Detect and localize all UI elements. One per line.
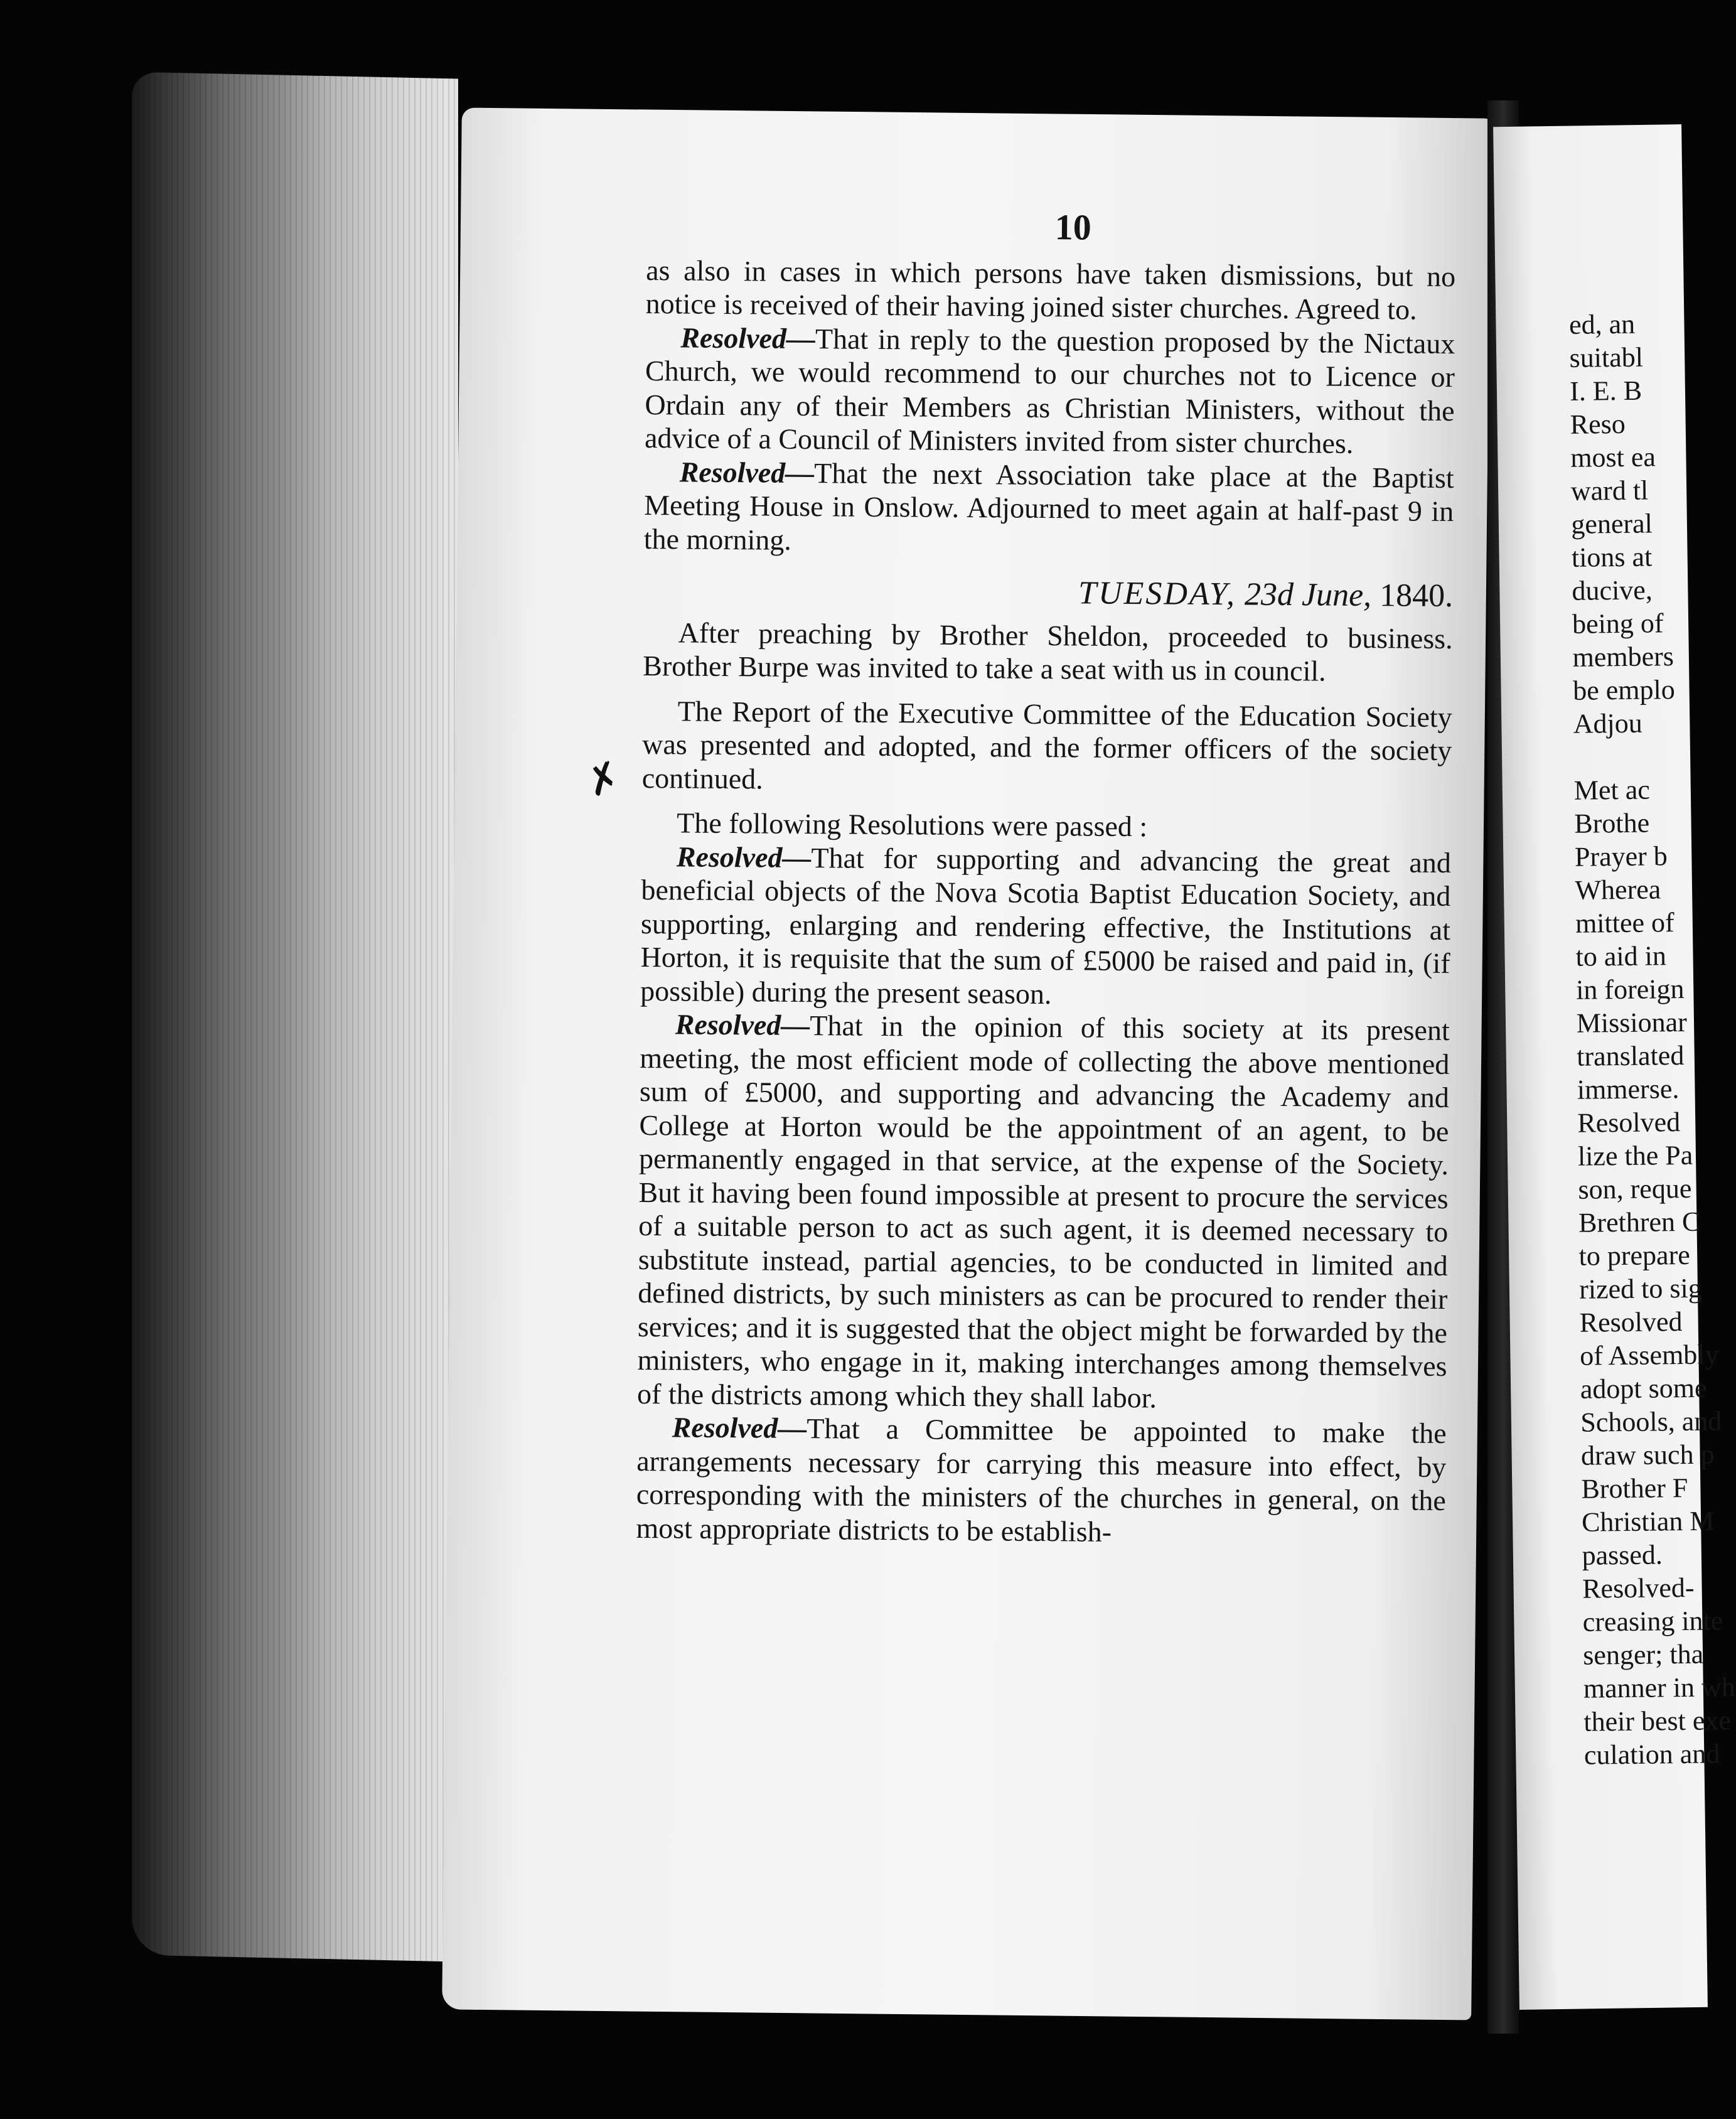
right-page-line: of Assembly [1580,1339,1719,1371]
paragraph-report: The Report of the Executive Committee of the Education Society was presented and adopted, and the former officers of the society continued. [641,694,1452,795]
page-number: 10 [1054,207,1092,248]
resolved-label: Resolved— [676,840,812,874]
right-page-line [1573,739,1668,774]
right-page-line: creasing inte [1582,1605,1723,1638]
right-page-text-fragment [1568,307,1736,1771]
right-page-line: Brethren C [1578,1206,1701,1238]
right-page-line: Prayer b [1574,840,1668,872]
right-page-line: ward tl [1570,475,1649,507]
right-page-line: senger; tha [1583,1638,1704,1671]
right-page-line: passed. [1582,1539,1663,1571]
right-page-line: to aid in [1575,940,1667,972]
resolution-agent [637,1007,1450,1417]
right-page-line: be emplo [1572,674,1675,706]
left-page-text [636,207,1456,1551]
heading-year: 1840. [1379,577,1454,614]
right-page-line: Missionar [1576,1006,1687,1039]
margin-cross-mark: ✗ [579,752,628,807]
resolved-label: Resolved— [672,1411,807,1445]
resolution-nictaux [645,320,1455,461]
paragraph-preaching: After preaching by Brother Sheldon, proceeded to business. Brother Burpe was invited to take a seat with us in council. [643,616,1453,687]
right-page-line: I. E. B [1569,375,1642,407]
right-page-line: being of [1572,608,1664,640]
right-page-line: ducive, [1572,574,1653,606]
resolution-five-thousand-pounds [640,839,1451,1014]
resolution-text: That for supporting and advancing the great and beneficial objects of the Nova Scotia Baptist Education Society, and supporting, enlarging and rendering effective, the Institutions at Horton, it is requisite that the sum of £5000 be raised and paid in, (if possible) during the present season. [640,841,1452,1010]
right-page-line: draw such p [1580,1439,1715,1471]
right-page-line: Schools, and [1580,1405,1722,1438]
resolved-label: Resolved— [679,455,815,489]
right-page-line: suitabl [1569,341,1644,373]
resolution-text: That in the opinion of this society at its present meeting, the most efficient mode of collecting the above mentioned sum of £5000, and supporting and advancing the Academy and College at Horton would be the appointment of an agent, to be permanently engaged in that service, at the expense of the Society. But it having been found impossible at present to procure the services of a suitable person to act as such agent, it is deemed necessary to substitute instead, partial agencies, to be conducted in limited and defined districts, by such ministers as can be procured to render their services; and it is suggested that the object might be forwarded by the ministers, who engage in it, making interchanges among themselves of the districts among which they shall labor. [636,1009,1450,1414]
right-page-line: Brothe [1574,807,1650,839]
right-page-line: to prepare [1578,1239,1690,1272]
right-page-line: tions at [1571,541,1653,573]
right-page-line: Resolved [1577,1107,1681,1139]
right-page-line: Resolved- [1582,1572,1695,1604]
resolved-label: Resolved— [680,321,816,355]
right-page-line: their best exe [1583,1705,1732,1737]
right-page-line: Christian M [1581,1505,1715,1538]
right-page-line: culation and [1583,1738,1720,1771]
resolution-text: That in reply to the question proposed by the Nictaux Church, we would recommend to our churches not to Licence or Ordain any of their Members as Christian Ministers, without the advice of a Council of Ministers invited from sister churches. [644,322,1455,459]
book-page-edges [132,72,458,1962]
paragraph-following-resolutions: The following Resolutions were passed : [677,807,1148,843]
right-page-line: adopt some [1580,1372,1707,1405]
right-page-line: immerse. [1577,1073,1680,1105]
right-page-line: in foreign [1575,973,1685,1006]
right-page-line: manner in wh [1583,1671,1736,1704]
right-page-line: Wherea [1575,874,1661,906]
resolution-text: That the next Association take place at the Baptist Meeting House in Onslow. Adjourned to meet again at half-past 9 in the morning. [643,456,1454,556]
right-page-line: Brother F [1581,1472,1688,1505]
right-page-line: lize the Pa [1577,1139,1693,1172]
resolution-text: That a Committee be appointed to make the arrangements necessary for carrying this measure into effect, by corresponding with the ministers of the churches in general, on the most appropriate districts to be establish- [636,1412,1447,1548]
right-page-line: most ea [1570,441,1656,473]
right-page-line: ed, an [1568,308,1636,340]
resolved-label: Resolved— [675,1008,810,1042]
right-page-line: translated [1577,1039,1685,1072]
heading-date: 23d June, [1244,576,1372,614]
right-page-line: general [1571,508,1653,540]
heading-day: TUESDAY, [1078,575,1237,613]
right-page-line: Adjou [1573,707,1642,739]
resolution-next-association [644,454,1454,562]
right-page-line: members [1572,641,1674,673]
right-page-line: mittee of [1575,907,1674,939]
section-heading-date [643,573,1453,613]
right-page-line: Met ac [1573,774,1651,806]
right-page-line: son, reque [1578,1172,1692,1205]
resolution-committee [636,1410,1447,1551]
right-page-line: Resolved [1579,1306,1683,1338]
right-page-line: rized to sig [1578,1272,1702,1305]
paragraph-continuation: as also in cases in which persons have taken dismissions, but no notice is received of their having joined sister churches. Agreed to. [645,254,1456,326]
right-page-line: Reso [1570,408,1626,440]
